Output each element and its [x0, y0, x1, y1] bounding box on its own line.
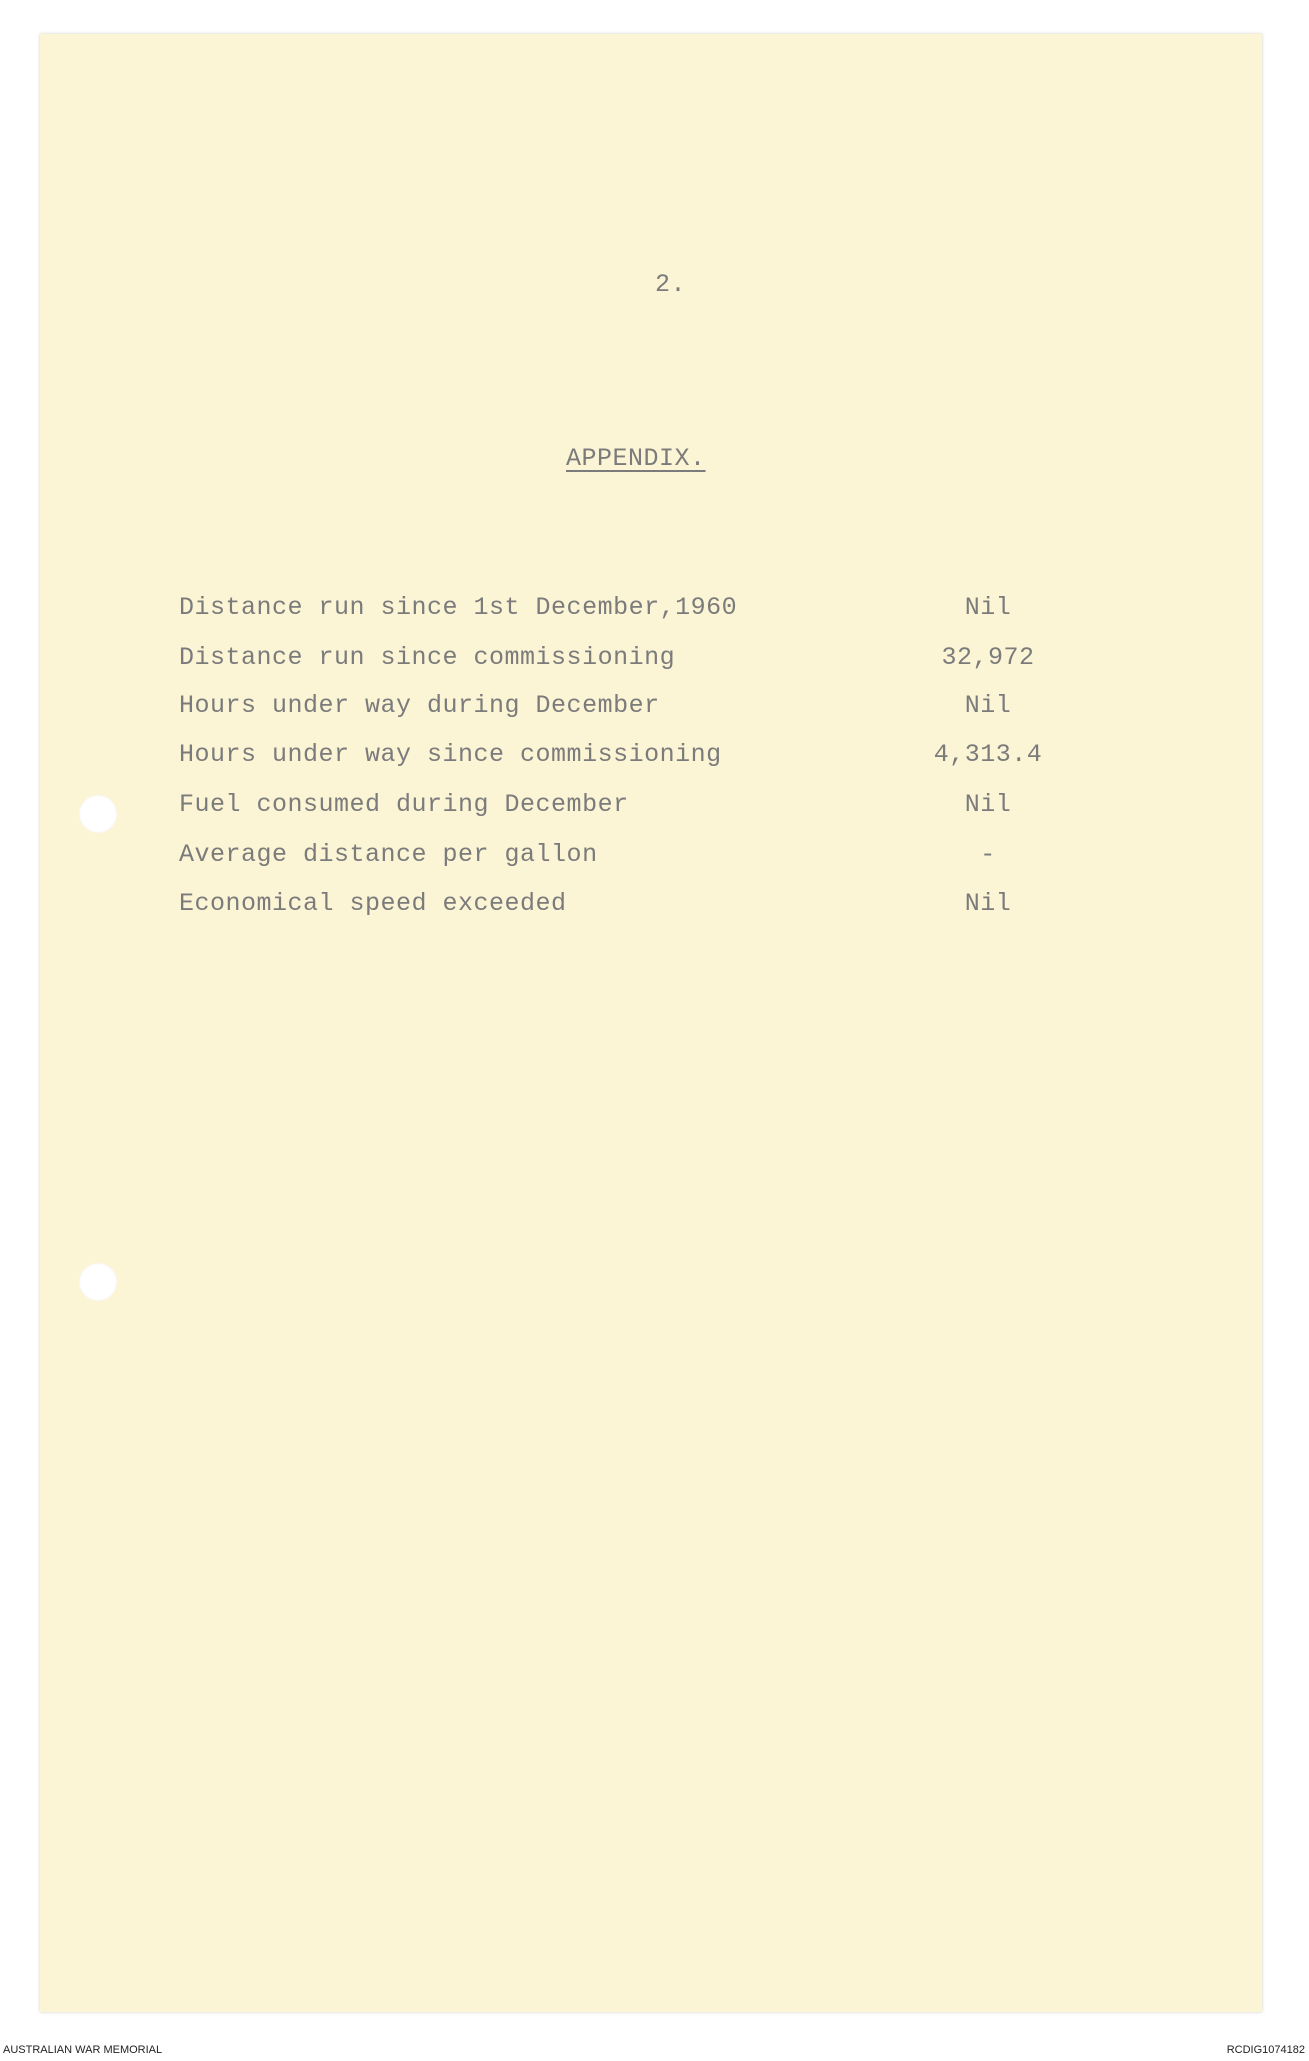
row-value: Nil [964, 691, 1012, 720]
document-sheet [40, 34, 1262, 2012]
row-label: Average distance per gallon [179, 840, 598, 869]
row-value: 4,313.4 [933, 740, 1043, 769]
row-label: Fuel consumed during December [179, 790, 629, 819]
appendix-heading: APPENDIX. [566, 444, 706, 473]
row-label: Hours under way since commissioning [179, 740, 722, 769]
row-value: Nil [964, 593, 1012, 622]
row-value: - [980, 840, 996, 869]
row-value: Nil [964, 889, 1012, 918]
footer-record-id: RCDIG1074182 [1226, 2044, 1305, 2056]
row-label: Hours under way during December [179, 691, 660, 720]
row-label: Distance run since commissioning [179, 643, 676, 672]
punch-hole-bottom [79, 1263, 117, 1301]
row-value: Nil [964, 790, 1012, 819]
punch-hole-top [79, 795, 117, 833]
page-number: 2. [655, 270, 687, 299]
footer-institution: AUSTRALIAN WAR MEMORIAL [3, 2044, 163, 2056]
row-label: Economical speed exceeded [179, 889, 567, 918]
row-value: 32,972 [941, 643, 1035, 672]
row-label: Distance run since 1st December,1960 [179, 593, 738, 622]
